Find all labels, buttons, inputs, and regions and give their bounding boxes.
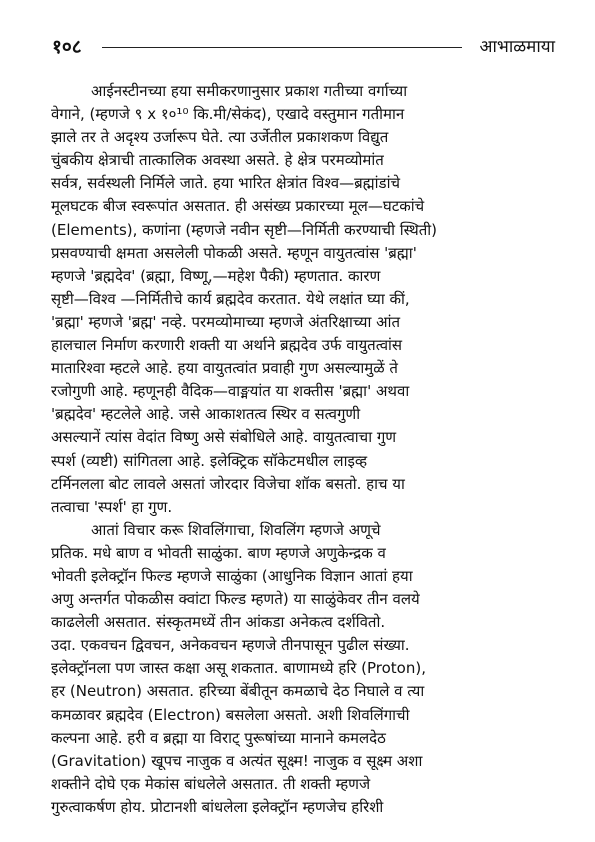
page-number: १०८ — [52, 36, 82, 58]
text-line: चुंबकीय क्षेत्राची तात्कालिक अवस्था असते. हे क्षेत्र परमव्योमांत — [51, 151, 384, 170]
text-line: (Gravitation) खूपच नाजुक व अत्यंत सूक्ष्म! नाजुक व सूक्ष्म अशा — [51, 751, 423, 770]
text-line: वेगाने, (म्हणजे ९ x १०¹⁰ कि.मी/सेकंद), एखादे वस्तुमान गतीमान — [51, 105, 405, 124]
header-rule — [102, 47, 462, 48]
body-text — [51, 80, 556, 819]
text-line: कल्पना आहे. हरी व ब्रह्मा या विराट् पुरूषांच्या मानाने कमलदेठ — [51, 728, 386, 747]
running-title: आभाळमाया — [479, 37, 555, 57]
text-line: 'ब्रह्मा' म्हणजे 'ब्रह्म' नव्हे. परमव्योमाच्या म्हणजे अंतरिक्षाच्या आंत — [51, 312, 401, 331]
text-line: हर (Neutron) असतात. हरिच्या बेंबीतून कमळाचे देठ निघाले व त्या — [51, 682, 425, 701]
text-line: हालचाल निर्माण करणारी शक्ती या अर्थाने ब्रह्मदेव उर्फ वायुतत्वांस — [51, 336, 403, 355]
text-line: 'ब्रह्मदेव' म्हटलेले आहे. जसे आकाशतत्व स्थिर व सत्वगुणी — [51, 405, 361, 424]
text-line: प्रतिक. मधे बाण व भोवती साळुंका. बाण म्हणजे अणुकेन्द्रक व — [51, 543, 386, 562]
text-line: मातारिश्वा म्हटले आहे. हया वायुतत्वांत प्रवाही गुण असल्यामुळें ते — [51, 359, 398, 378]
text-line: (Elements), कणांना (म्हणजे नवीन सृष्टी—निर्मिती करण्याची स्थिती) — [51, 220, 438, 239]
text-line: आतां विचार करू शिवलिंगाचा, शिवलिंग म्हणजे अणूचे — [91, 520, 381, 539]
text-line: मूलघटक बीज स्वरूपांत असतात. ही असंख्य प्रकारच्या मूल—घटकांचे — [51, 197, 425, 216]
text-line: सर्वत्र, सर्वस्थली निर्मिले जाते. हया भारित क्षेत्रांत विश्व—ब्रह्मांडांचे — [51, 174, 400, 193]
text-line: काढलेली असतात. संस्कृतमध्यें तीन आंकडा अनेकत्व दर्शवितो. — [51, 613, 386, 632]
text-line: असल्यानें त्यांस वेदांत विष्णु असे संबोधिले आहे. वायुतत्वाचा गुण — [51, 428, 397, 447]
text-line: स्पर्श (व्यष्टी) सांगितला आहे. इलेक्ट्रिक सॉकेटमधील लाइव्ह — [51, 451, 368, 470]
text-line: रजोगुणी आहे. म्हणूनही वैदिक—वाङ्मयांत या शक्तीस 'ब्रह्मा' अथवा — [51, 382, 410, 401]
text-line: भोवती इलेक्ट्रॉन फिल्ड म्हणजे साळुंका (आधुनिक विज्ञान आतां हया — [51, 566, 413, 585]
text-line: इलेक्ट्रॉनला पण जास्त कक्षा असू शकतात. बाणामध्ये हरि (Proton), — [51, 659, 426, 678]
text-line: आईनस्टीनच्या हया समीकरणानुसार प्रकाश गतीच्या वर्गाच्या — [91, 82, 408, 100]
text-line: तत्वाचा 'स्पर्श' हा गुण. — [51, 497, 173, 516]
text-line: म्हणजे 'ब्रह्मदेव' (ब्रह्मा, विष्णू,—महेश पैकी) म्हणतात. कारण — [51, 266, 381, 285]
text-line: उदा. एकवचन द्विवचन, अनेकवचन म्हणजे तीनपासून पुढील संख्या. — [51, 636, 410, 655]
text-line: कमळावर ब्रह्मदेव (Electron) बसलेला असतो. अशी शिवलिंगाची — [51, 705, 410, 724]
text-line: शक्तीने दोघे एक मेकांस बांधलेले असतात. ती शक्ती म्हणजे — [51, 774, 371, 793]
text-line: गुरुत्वाकर्षण होय. प्रोटानशी बांधलेला इलेक्ट्रॉन म्हणजेच हरिशी — [51, 797, 384, 816]
text-line: प्रसवण्याची क्षमता असलेली पोकळी असते. म्हणून वायुतत्वांस 'ब्रह्मा' — [51, 243, 417, 262]
text-line: झाले तर ते अदृश्य उर्जारूप घेते. त्या उर्जेतील प्रकाशकण विद्युत — [51, 128, 389, 147]
text-line: अणु अन्तर्गत पोकळीस क्वांटा फिल्ड म्हणते) या साळुंकेवर तीन वलये — [51, 590, 420, 609]
text-line: सृष्टी—विश्व —निर्मितीचे कार्य ब्रह्मदेव करतात. येथे लक्षांत घ्या कीं, — [51, 289, 410, 308]
text-line: टर्मिनलला बोट लावले असतां जोरदार विजेचा शॉक बसतो. हाच या — [51, 474, 405, 493]
page-header — [52, 20, 555, 58]
